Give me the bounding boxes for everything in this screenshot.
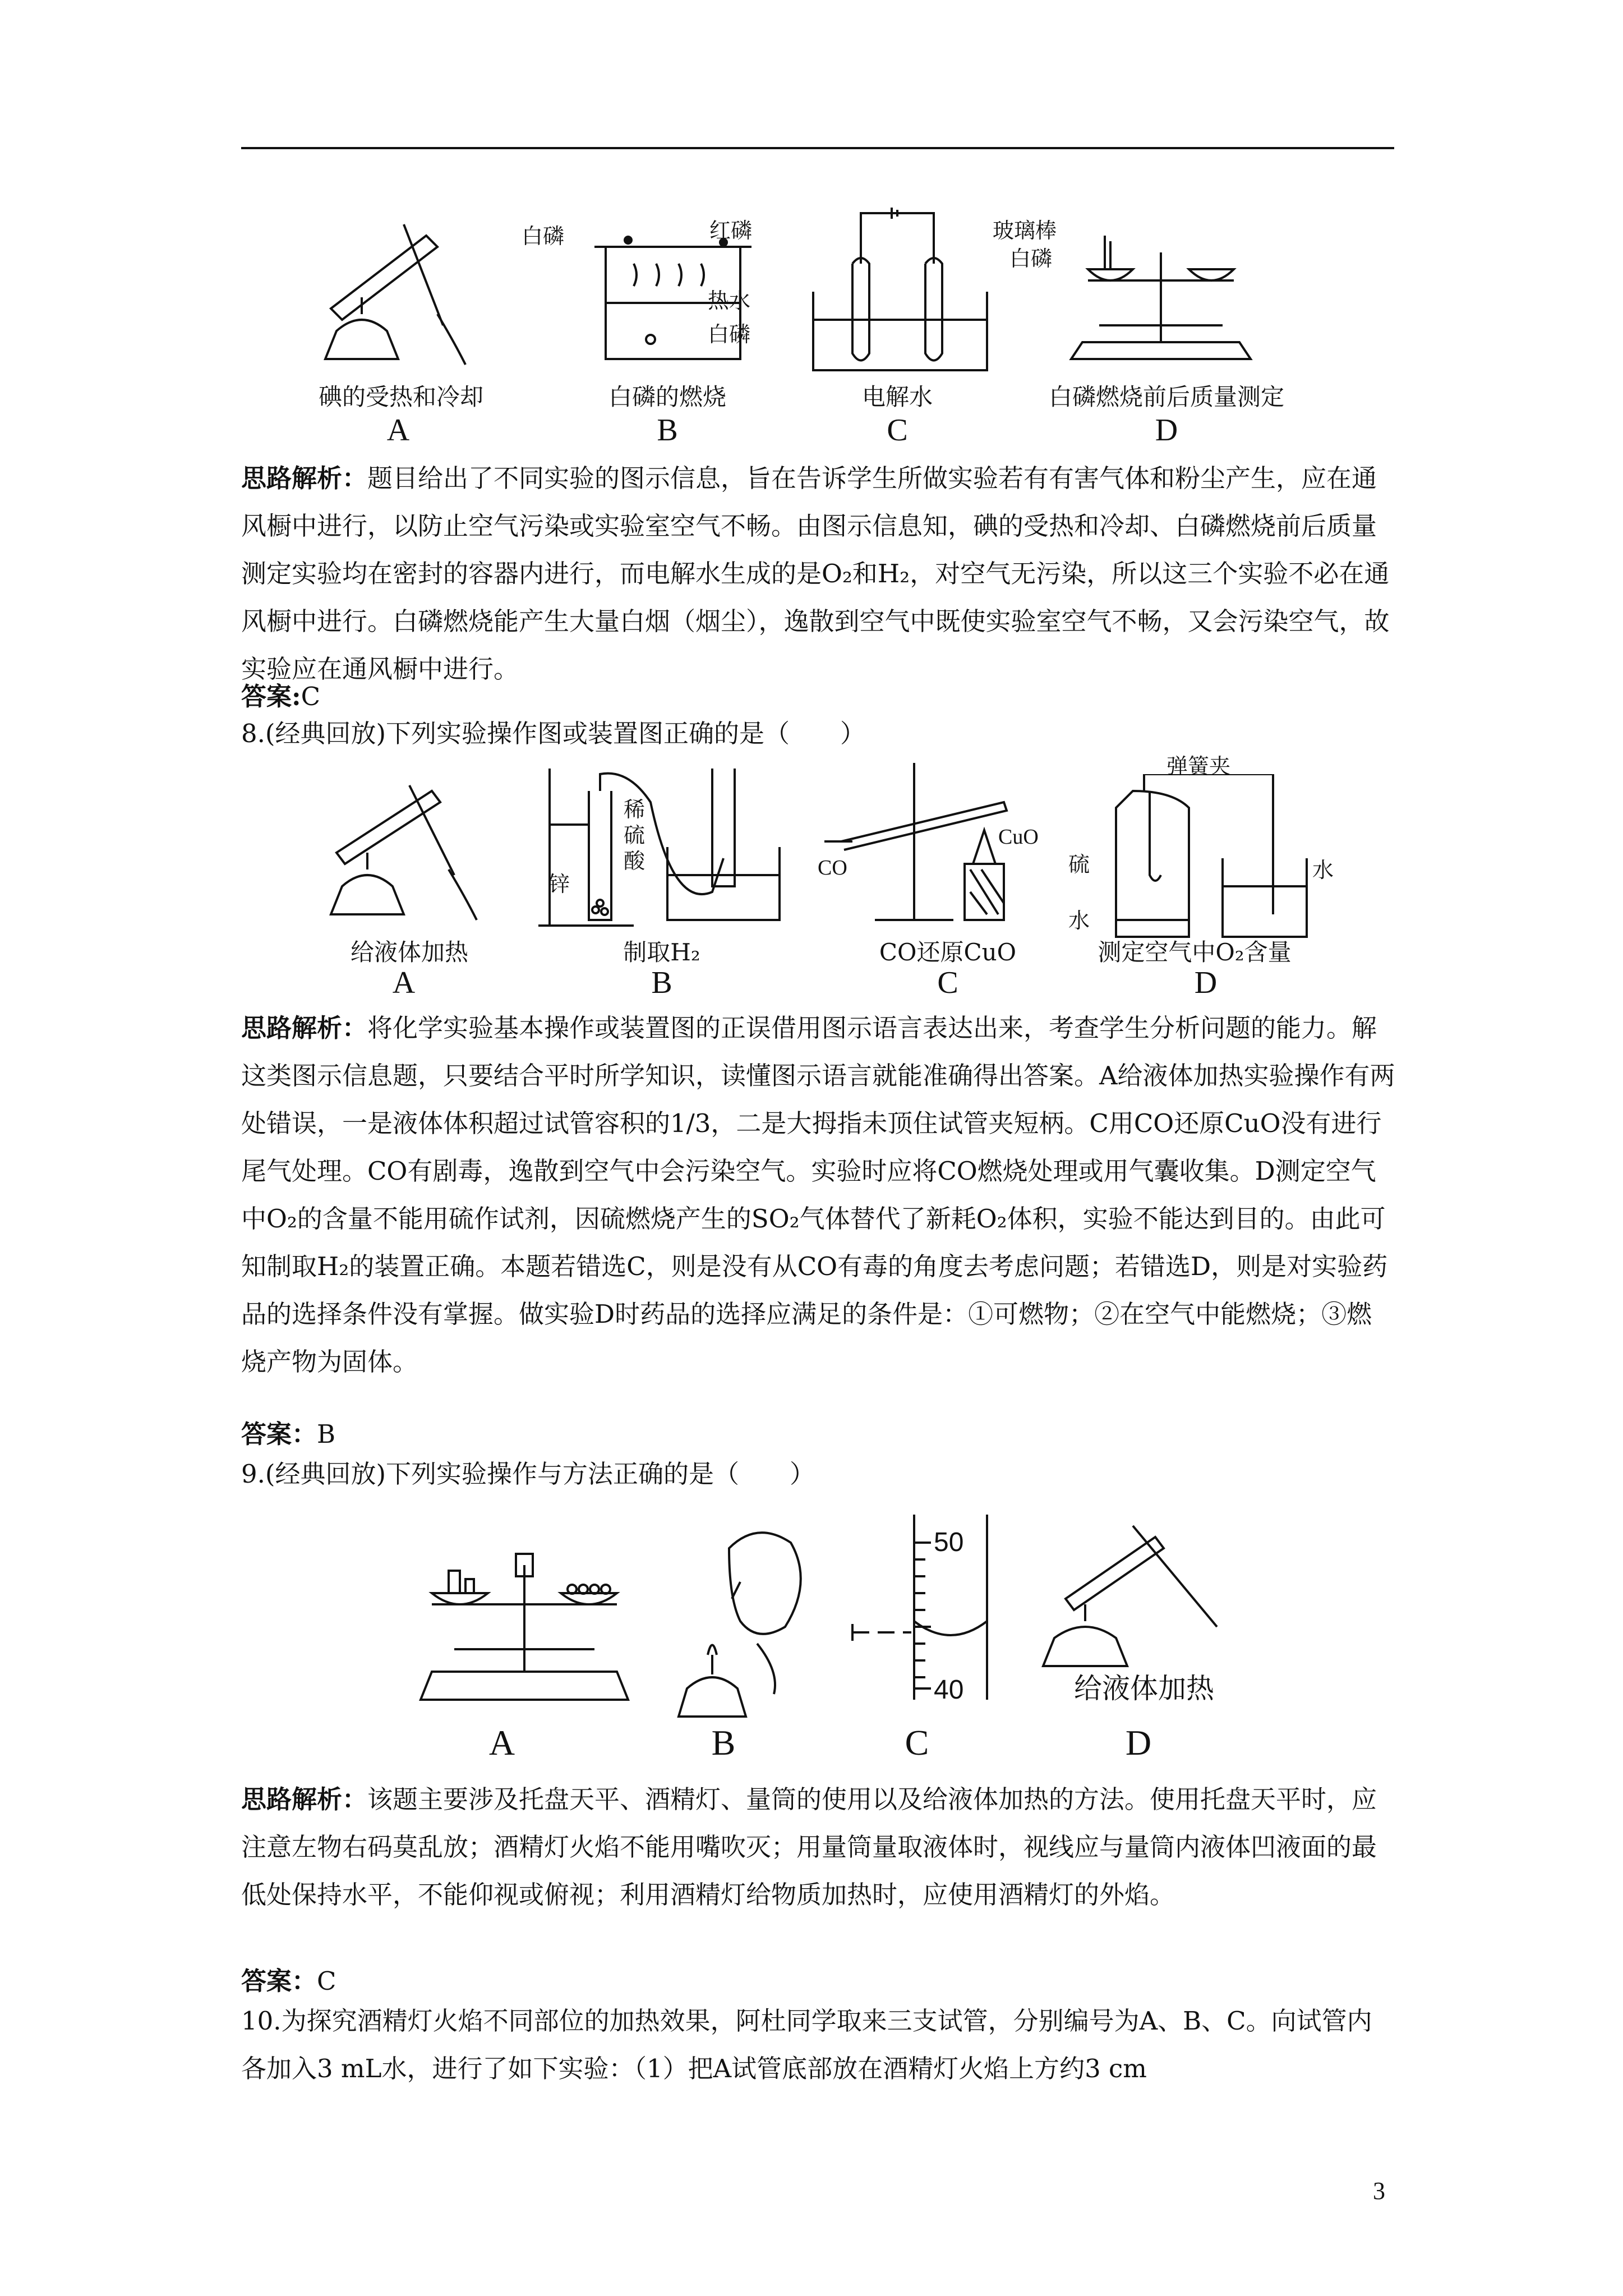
cylinder-mark-40: 40 xyxy=(934,1675,964,1705)
q9-answer-value: C xyxy=(317,1966,336,1996)
q8-answer xyxy=(241,1414,335,1450)
label-glass-rod: 玻璃棒 xyxy=(993,218,1057,243)
fig3-caption-d: 给液体加热 xyxy=(1074,1672,1214,1705)
label-zinc: 锌 xyxy=(548,872,570,896)
label-water-1: 水 xyxy=(1068,908,1090,933)
fig3-b-blow-lamp xyxy=(645,1515,813,1728)
q10-stem: 10.为探究酒精灯火焰不同部位的加热效果，阿杜同学取来三支试管，分别编号为A、B、C。向试管内各加入3 mL水，进行了如下实验：（1）把A试管底部放在酒精灯火焰上方约3 cm xyxy=(241,2006,1372,2083)
fig3-letter-a: A xyxy=(488,1723,515,1763)
q8-analysis-label: 思路解析： xyxy=(241,1013,368,1043)
fig3-d-heat-liquid xyxy=(1032,1515,1256,1683)
fig3-c-graduated-cylinder xyxy=(847,1515,1004,1705)
label-spring-clip: 弹簧夹 xyxy=(1166,754,1231,779)
fig1-d-balance xyxy=(1054,213,1267,370)
fig2-d-o2-measure xyxy=(1094,774,1329,942)
label-red-phosphorus: 红磷 xyxy=(709,218,753,243)
label-white-phosphorus: 白磷 xyxy=(522,224,565,249)
q7-analysis-text: 题目给出了不同实验的图示信息，旨在告诉学生所做实验若有有害气体和粉尘产生，应在通风橱中进行，以防止空气污染或实验室空气不畅。由图示信息知，碘的受热和冷却、白磷燃烧前后质量测定实验均在密封的容器内进行，而电解水生成的是O₂和H₂，对空气无污染，所以这三个实验不必在通风橱中进行。白磷燃烧能产生大量白烟（烟尘），逸散到空气中既使实验室空气不畅，又会污染空气，故实验应在通风橱中进行。 xyxy=(241,463,1390,684)
label-white-phosphorus-3: 白磷 xyxy=(1009,246,1053,271)
fig2-caption-a: 给液体加热 xyxy=(350,938,468,966)
fig1-c-electrolysis xyxy=(808,208,993,376)
q8-analysis xyxy=(241,1004,1396,1386)
fig3-a-balance xyxy=(404,1531,645,1711)
q8-analysis-text: 将化学实验基本操作或装置图的正误借用图示语言表达出来，考查学生分析问题的能力。解这类图示信息题，只要结合平时所学知识，读懂图示语言就能准确得出答案。A给液体加热实验操作有两处错误，一是液体体积超过试管容积的1/3，二是大拇指未顶住试管夹短柄。C用CO还原CuO没有进行尾气处理。CO有剧毒，逸散到空气中会污染空气。实验时应将CO燃烧处理或用气囊收集。D测定空气中O₂的含量不能用硫作试剂，因硫燃烧产生的SO₂气体替代了新耗O₂体积，实验不能达到目的。由此可知制取H₂的装置正确。本题若错选C，则是没有从CO有毒的角度去考虑问题；若错选D，则是对实验药品的选择条件没有掌握。做实验D时药品的选择应满足的条件是：①可燃物；②在空气中能燃烧；③燃烧产物为固体。 xyxy=(241,1013,1395,1377)
q8-answer-value: B xyxy=(317,1419,336,1449)
label-co: CO xyxy=(818,856,847,880)
label-dilute-acid: 稀硫酸 xyxy=(624,797,645,873)
fig2-letter-c: C xyxy=(937,965,958,1000)
fig3-letter-b: B xyxy=(711,1723,736,1763)
q7-answer xyxy=(241,676,320,712)
q9-analysis xyxy=(241,1775,1396,1918)
fig1-caption-d: 白磷燃烧前后质量测定 xyxy=(1048,383,1284,411)
fig1-letter-b: B xyxy=(657,413,678,448)
label-cuo: CuO xyxy=(998,825,1039,849)
fig1-letter-d: D xyxy=(1155,413,1178,448)
q9-stem: 9.(经典回放)下列实验操作与方法正确的是（ ） xyxy=(241,1459,815,1489)
label-water-2: 水 xyxy=(1312,858,1334,882)
fig1-letter-c: C xyxy=(887,413,908,448)
page-number: 3 xyxy=(1373,2177,1385,2205)
label-sulfur: 硫 xyxy=(1068,852,1090,877)
fig2-a-heat-liquid xyxy=(320,769,505,926)
fig2-caption-c: CO还原CuO xyxy=(879,938,1017,966)
q7-answer-value: C xyxy=(301,682,321,711)
fig1-caption-a: 碘的受热和冷却 xyxy=(318,383,483,411)
fig2-letter-a: A xyxy=(392,965,416,1000)
q9-answer xyxy=(241,1961,336,1997)
q7-answer-label: 答案: xyxy=(241,682,301,711)
fig1-caption-c: 电解水 xyxy=(861,383,933,411)
header-rule xyxy=(241,147,1394,149)
q7-analysis-label: 思路解析： xyxy=(241,463,368,493)
label-white-phosphorus-2: 白磷 xyxy=(708,322,751,347)
q9-analysis-label: 思路解析： xyxy=(241,1784,368,1814)
fig1-letter-a: A xyxy=(386,413,410,448)
fig1-a-iodine xyxy=(314,213,499,370)
cylinder-mark-50: 50 xyxy=(934,1527,964,1557)
q9-analysis-text: 该题主要涉及托盘天平、酒精灯、量筒的使用以及给液体加热的方法。使用托盘天平时，应注意左物右码莫乱放；酒精灯火焰不能用嘴吹灭；用量筒量取液体时，视线应与量筒内液体凹液面的最低处保持水平，不能仰视或俯视；利用酒精灯给物质加热时，应使用酒精灯的外焰。 xyxy=(241,1784,1377,1910)
fig2-letter-d: D xyxy=(1194,965,1218,1000)
label-hot-water: 热水 xyxy=(708,288,751,313)
fig2-letter-b: B xyxy=(651,965,672,1000)
fig2-caption-d: 测定空气中O₂含量 xyxy=(1098,938,1292,966)
fig3-letter-d: D xyxy=(1125,1723,1152,1763)
fig3-letter-c: C xyxy=(905,1723,929,1763)
fig2-caption-b: 制取H₂ xyxy=(623,938,700,966)
q7-analysis xyxy=(241,454,1396,693)
fig1-caption-b: 白磷的燃烧 xyxy=(608,383,726,411)
q9-answer-label: 答案： xyxy=(241,1966,317,1996)
q8-answer-label: 答案： xyxy=(241,1419,317,1449)
q8-stem: 8.(经典回放)下列实验操作图或装置图正确的是（ ） xyxy=(241,719,866,748)
fig2-b-h2-apparatus xyxy=(527,757,785,937)
